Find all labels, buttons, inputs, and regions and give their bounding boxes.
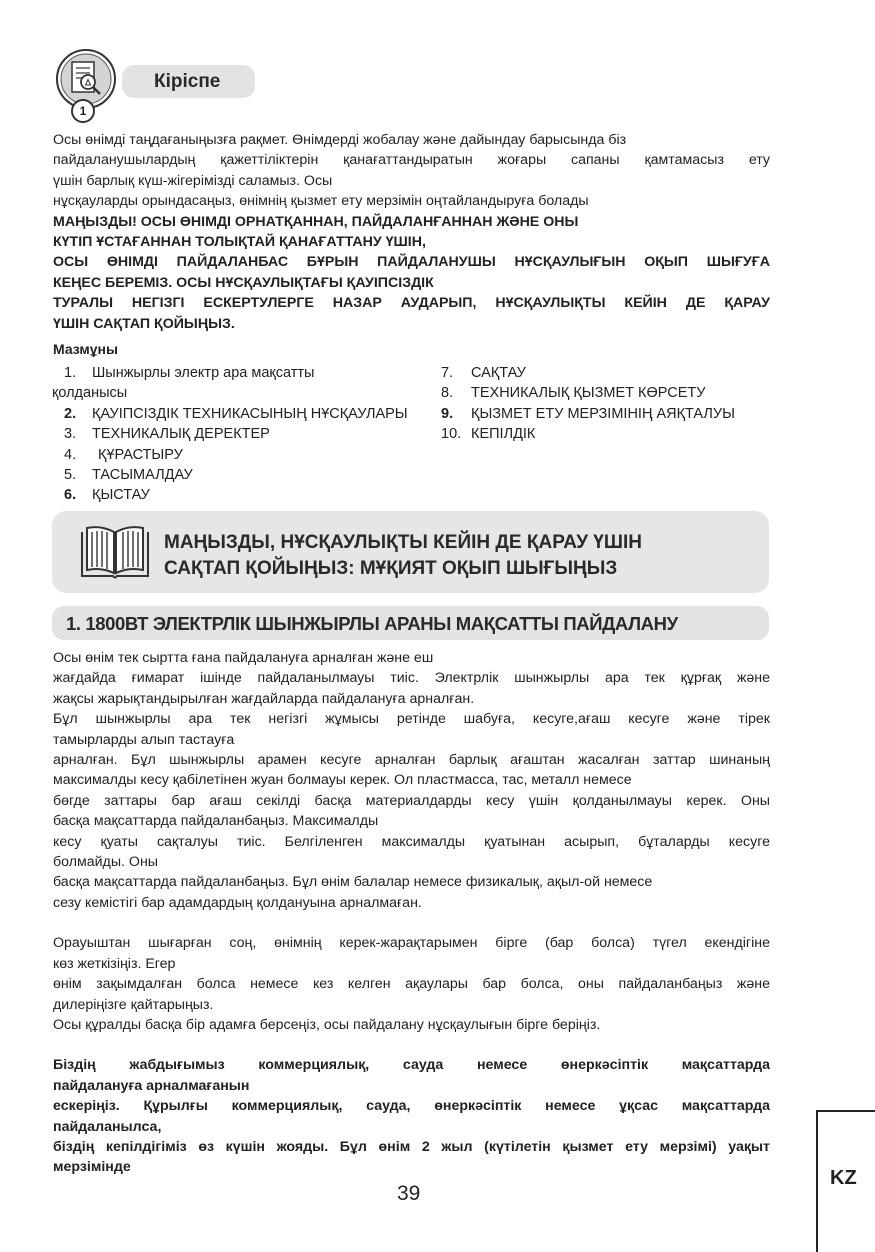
intro-bold-line: КЕҢЕС БЕРЕМІЗ. ОСЫ НҰСҚАУЛЫҚТАҒЫ ҚАУІПСІЗДІК xyxy=(53,274,434,291)
banner-line: САҚТАП ҚОЙЫҢЫЗ: МҰҚИЯТ ОҚЫП ШЫҒЫҢЫЗ xyxy=(164,558,618,579)
section1-body xyxy=(53,648,770,1178)
important-banner xyxy=(52,511,769,593)
header-pill xyxy=(122,65,255,98)
toc-item[interactable]: 4. ҚҰРАСТЫРУ xyxy=(64,446,183,463)
toc-item[interactable]: 5. ТАСЫМАЛДАУ xyxy=(64,467,193,484)
body-line: өнім зақымдалған болса немесе кез келген ақаулары бар болса, оны пайдаланбаңыз және xyxy=(53,976,770,993)
banner-line: МАҢЫЗДЫ, НҰСҚАУЛЫҚТЫ КЕЙІН ДЕ ҚАРАУ ҮШІН xyxy=(164,532,642,553)
toc-title: Мазмұны xyxy=(53,341,118,357)
intro-line: нұсқауларды орындасаңыз, өнімнің қызмет ету мерзімін оңтайландыруға болады xyxy=(53,193,589,210)
body-line: Осы құралды басқа бір адамға берсеңіз, осы пайдалану нұсқаулығын бірге беріңіз. xyxy=(53,1016,601,1033)
intro xyxy=(53,130,770,334)
toc-item[interactable]: 9. ҚЫЗМЕТ ЕТУ МЕРЗІМІНІҢ АЯҚТАЛУЫ xyxy=(441,405,735,422)
body-line: болмайды. Оны xyxy=(53,854,158,871)
body-line: Орауыштан шығарған соң, өнімнің керек-жарақтарымен бірге (бар болса) түгел екендігіне xyxy=(53,935,770,952)
badge-number xyxy=(71,99,95,123)
body-line: жағдайда ғимарат ішінде пайдаланылмауы тиіс. Электрлік шынжырлы ара тек құрғақ және xyxy=(53,670,770,687)
body-line: бөгде заттары бар ағаш секілді басқа материалдарды кесу үшін қолданылмауы керек. Оны xyxy=(53,792,770,809)
body-bold-line: Біздің жабдығымыз коммерциялық, сауда немесе өнеркәсіптік мақсаттарда xyxy=(53,1057,770,1074)
toc-item[interactable]: 10. КЕПІЛДІК xyxy=(441,426,536,443)
badge-number-text: 1 xyxy=(79,104,87,118)
intro-bold-line: ТУРАЛЫ НЕГІЗГІ ЕСКЕРТУЛЕРГЕ НАЗАР АУДАРЫП, НҰСҚАУЛЫҚТЫ КЕЙІН ДЕ ҚАРАУ xyxy=(53,295,770,312)
body-line: сезу кемістігі бар адамдардың қолдануына арналмаған. xyxy=(53,894,422,911)
body-line: басқа мақсаттарда пайдаланбаңыз. Бұл өнім балалар немесе физикалық, ақыл-ой немесе xyxy=(53,874,653,891)
intro-line: Осы өнімді таңдағаныңызға рақмет. Өнімдерді жобалау және дайындау барысында біз xyxy=(53,132,627,148)
toc-item[interactable]: 6. ҚЫСТАУ xyxy=(64,487,150,504)
body-line: Осы өнім тек сыртта ғана пайдалануға арналған және еш xyxy=(53,650,434,666)
body-bold-line: біздің кепілдігіміз өз күшін жояды. Бұл өнім 2 жыл (күтілетін қызмет ету мерзімі) уақыт xyxy=(53,1138,770,1155)
section-heading xyxy=(52,606,769,640)
body-line: дилеріңізге қайтарыңыз. xyxy=(53,996,214,1013)
toc-item: қолданысы xyxy=(52,385,128,402)
toc-left xyxy=(52,363,408,506)
body-line: кесу қуаты сақталуы тиіс. Белгіленген максималды қуатынан асырып, бұталарды кесуге xyxy=(53,833,770,850)
body-bold-line: пайдаланылса, xyxy=(53,1118,162,1135)
body-bold-line: пайдалануға арналмағанын xyxy=(53,1077,250,1094)
page-number: 39 xyxy=(397,1182,421,1205)
intro-bold-line: ҮШІН САҚТАП ҚОЙЫҢЫЗ. xyxy=(53,315,235,332)
toc-right xyxy=(441,363,735,445)
body-line: көз жеткізіңіз. Егер xyxy=(53,955,176,972)
page-title: Кіріспе xyxy=(154,71,221,92)
intro-line: пайдаланушылардың қажеттіліктерін қанағаттандыратын жоғары сапаны қамтамасыз ету xyxy=(53,152,770,169)
intro-bold-line: МАҢЫЗДЫ! ОСЫ ӨНІМДІ ОРНАТҚАННАН, ПАЙДАЛАНҒАННАН ЖӘНЕ ОНЫ xyxy=(53,213,579,230)
body-line: арналған. Бұл шынжырлы арамен кесуге арналған барлық ағаштан жасалған заттар шинаның xyxy=(53,752,770,769)
intro-line: үшін барлық күш-жігерімізді саламыз. Осы xyxy=(53,172,333,189)
banner-text xyxy=(164,530,642,582)
body-line: максималды кесу қабілетінен жуан болмауы керек. Ол пластмасса, тас, металл немесе xyxy=(53,772,632,789)
language-tab xyxy=(816,1110,875,1252)
toc-item[interactable]: 8. ТЕХНИКАЛЫҚ ҚЫЗМЕТ КӨРСЕТУ xyxy=(441,385,706,402)
open-book-icon xyxy=(79,524,151,580)
toc-item[interactable]: 7. САҚТАУ xyxy=(441,365,526,381)
body-line: жақсы жарықтандырылған жағдайларда пайдалануға арналған. xyxy=(53,690,475,707)
toc-item[interactable]: 1. Шынжырлы электр ара мақсатты xyxy=(64,365,315,381)
language-code: KZ xyxy=(830,1167,857,1189)
body-line: басқа мақсаттарда пайдаланбаңыз. Максималды xyxy=(53,813,379,830)
body-bold-line: мерзімінде xyxy=(53,1159,131,1176)
intro-bold-line: КҮТІП ҰСТАҒАННАН ТОЛЫҚТАЙ ҚАНАҒАТТАНУ ҮШІН, xyxy=(53,234,426,251)
toc-item[interactable]: 2. ҚАУІПСІЗДІК ТЕХНИКАСЫНЫҢ НҰСҚАУЛАРЫ xyxy=(64,405,408,422)
body-line: Бұл шынжырлы ара тек негізгі жұмысы ретінде шабуға, кесуге,ағаш кесуге және тірек xyxy=(53,711,770,728)
toc-item[interactable]: 3. ТЕХНИКАЛЫҚ ДЕРЕКТЕР xyxy=(64,426,270,443)
intro-bold-line: ОСЫ ӨНІМДІ ПАЙДАЛАНБАС БҰРЫН ПАЙДАЛАНУШЫ НҰСҚАУЛЫҒЫН ОҚЫП ШЫҒУҒА xyxy=(53,254,770,271)
section-heading-text: 1. 1800ВТ ЭЛЕКТРЛІК ШЫНЖЫРЛЫ АРАНЫ МАҚСАТТЫ ПАЙДАЛАНУ xyxy=(66,613,678,634)
body-line: тамырларды алып тастауға xyxy=(53,731,235,748)
body-bold-line: ескеріңіз. Құрылғы коммерциялық, сауда, өнеркәсіптік немесе ұқсас мақсаттарда xyxy=(53,1098,770,1115)
